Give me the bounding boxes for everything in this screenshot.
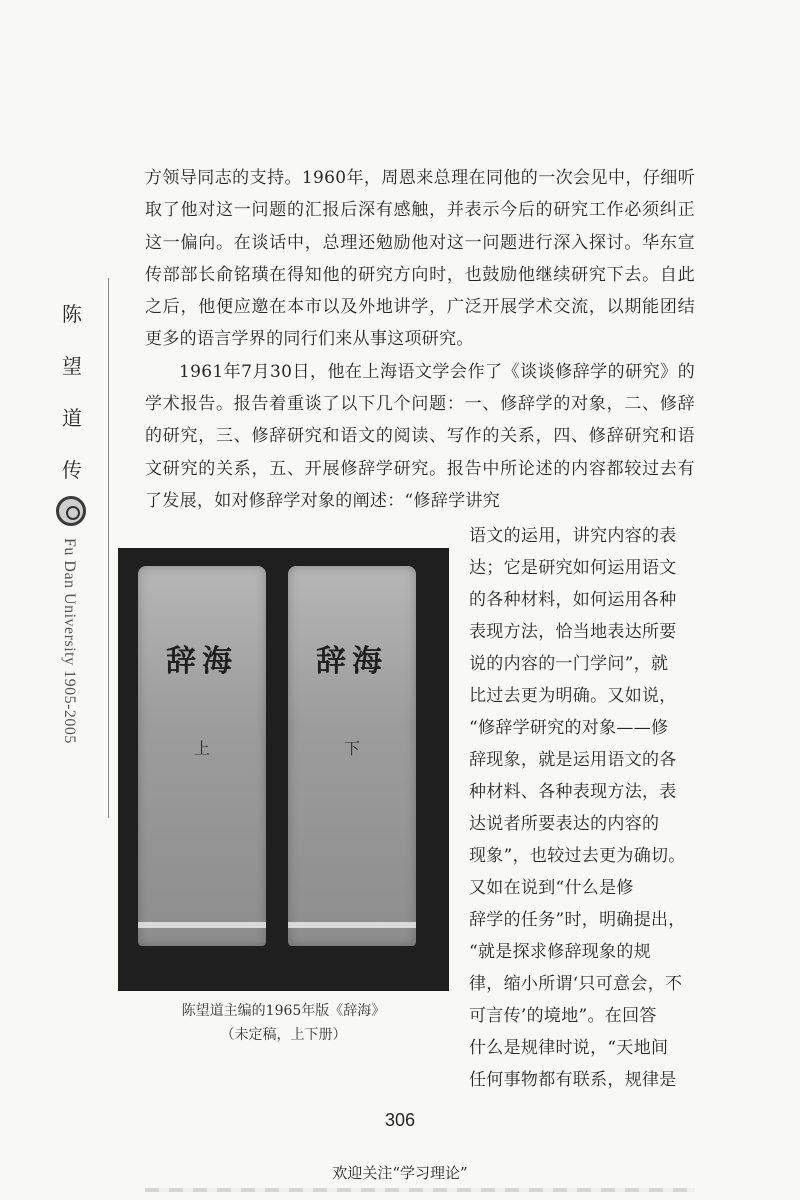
footer-divider bbox=[145, 1188, 695, 1192]
volume-mark: 下 bbox=[343, 739, 360, 758]
right-column-line: 表现方法，恰当地表达所要 bbox=[469, 622, 677, 642]
paragraph-2: 1961年7月30日，他在上海语文学会作了《谈谈修辞学的研究》的学术报告。报告着重谈了以下几个问题：一、修辞学的对象，二、修辞的研究，三、修辞研究和语文的阅读、写作的关系，四、修辞研究和语文研究的关系，五、开展修辞学研究。报告中所论述的内容都较过去有了发展，如对修辞学对象的阐述：“修辞学讲究 bbox=[145, 361, 695, 511]
right-column-line: “修辞学研究的对象——修 bbox=[469, 718, 669, 738]
volume-mark: 上 bbox=[193, 739, 210, 758]
right-column-line: 律，缩小所谓‘只可意会，不 bbox=[469, 974, 683, 994]
side-header bbox=[52, 278, 109, 818]
side-title-char: 陈 bbox=[62, 302, 82, 326]
right-column-line: 的各种材料，如何运用各种 bbox=[469, 590, 677, 610]
volume-band bbox=[138, 922, 266, 928]
side-title-char: 望 bbox=[62, 354, 82, 378]
book-volume-right bbox=[288, 566, 416, 946]
university-emblem-icon bbox=[56, 496, 86, 526]
book-title: 辞海 bbox=[316, 644, 388, 679]
right-column-line: 又如在说到“什么是修 bbox=[469, 878, 634, 898]
right-column-line: 达说者所要表达的内容的 bbox=[469, 814, 660, 834]
right-column-line: 辞学的任务”时，明确提出， bbox=[469, 910, 686, 930]
figure-caption-subtitle: （未定稿，上下册） bbox=[220, 1027, 347, 1043]
right-column-text bbox=[469, 520, 697, 1096]
right-column-line: “就是探求修辞现象的规 bbox=[469, 942, 651, 962]
book-photo bbox=[118, 548, 449, 991]
right-column-line: 语文的运用，讲究内容的表 bbox=[469, 526, 677, 546]
book-volume-left bbox=[138, 566, 266, 946]
body-text bbox=[145, 162, 695, 517]
right-column-line: 达；它是研究如何运用语文 bbox=[469, 558, 677, 578]
right-column-line: 说的内容的一门学问”，就 bbox=[469, 654, 669, 674]
side-title-char: 传 bbox=[62, 458, 82, 482]
paragraph-1: 方领导同志的支持。1960年，周恩来总理在同他的一次会见中，仔细听取了他对这一问题的汇报后深有感触，并表示今后的研究工作必须纠正这一偏向。在谈话中，总理还勉励他对这一问题进行深入探讨。华东宣传部部长俞铭璜在得知他的研究方向时，也鼓励他继续研究下去。自此之后，他便应邀在本市以及外地讲学，广泛开展学术交流，以期能团结更多的语言学界的同行们来从事这项研究。 bbox=[145, 168, 695, 350]
figure-caption: 陈望道主编的1965年版《辞海》 bbox=[181, 1003, 386, 1019]
volume-band bbox=[288, 922, 416, 928]
footer-note: 欢迎关注“学习理论” bbox=[332, 1164, 468, 1182]
right-column-line: 什么是规律时说，“天地间 bbox=[469, 1038, 669, 1058]
right-column-line: 比过去更为明确。又如说， bbox=[469, 686, 677, 706]
right-column-line: 种材料、各种表现方法，表 bbox=[469, 782, 677, 802]
side-title bbox=[52, 288, 92, 496]
page-number: 306 bbox=[384, 1110, 416, 1130]
right-column-line: 任何事物都有联系，规律是 bbox=[469, 1070, 677, 1090]
university-label: Fu Dan University 1905-2005 bbox=[61, 538, 78, 744]
side-title-char: 道 bbox=[62, 406, 82, 430]
book-title: 辞海 bbox=[166, 644, 238, 679]
right-column-line: 现象”，也较过去更为确切。 bbox=[469, 846, 686, 866]
right-column-line: 辞现象，就是运用语文的各 bbox=[469, 750, 677, 770]
right-column-line: 可言传’的境地”。在回答 bbox=[469, 1006, 657, 1026]
